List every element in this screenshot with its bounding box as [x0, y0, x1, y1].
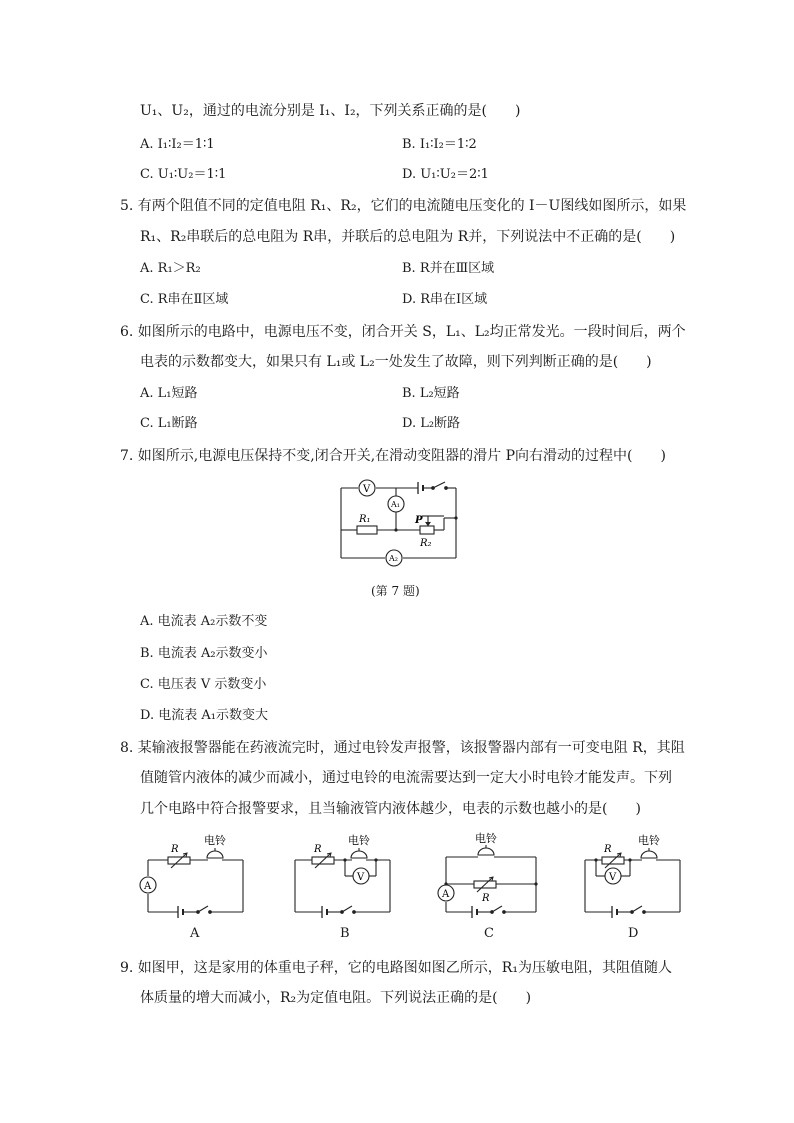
q5-option-b[interactable]: B. R并在Ⅲ区域 [402, 261, 495, 276]
q5-option-d[interactable]: D. R串在Ⅰ区域 [402, 292, 488, 307]
q8-a-bell-label: 电铃 [204, 834, 226, 847]
q7-ammeter-a1-label: A₁ [391, 500, 400, 509]
q7-slider-p-label: P [415, 515, 423, 526]
q7-ammeter-a2-label: A₂ [389, 554, 398, 563]
q7-circuit-diagram [336, 474, 466, 570]
q7-r2-label: R₂ [420, 538, 432, 549]
q6-option-a[interactable]: A. L₁短路 [140, 386, 198, 401]
q4-option-b[interactable]: B. I₁∶I₂＝1∶2 [402, 137, 477, 152]
q8-figure-letter-c[interactable]: C [484, 926, 494, 941]
q8-circuit-b [290, 830, 402, 920]
q6-option-d[interactable]: D. L₂断路 [402, 416, 461, 431]
q5-stem-line1: 5. 有两个阻值不同的定值电阻 R₁、R₂，它们的电流随电压变化的 I－U图线如图所示，如果 [120, 198, 687, 214]
q8-circuit-d [580, 830, 692, 920]
q6-stem-line2: 电表的示数都变大，如果只有 L₁或 L₂一处发生了故障，则下列判断正确的是( ) [140, 354, 652, 370]
q7-option-b[interactable]: B. 电流表 A₂示数变小 [140, 646, 268, 661]
q5-stem-line2: R₁、R₂串联后的总电阻为 R串，并联后的总电阻为 R并，下列说法中不正确的是( ) [140, 229, 676, 245]
q6-option-b[interactable]: B. L₂短路 [402, 386, 460, 401]
q8-b-meter-label: V [357, 872, 365, 883]
q7-option-d[interactable]: D. 电流表 A₁示数变大 [140, 708, 268, 723]
q8-d-bell-label: 电铃 [638, 834, 660, 847]
q4-stem: U₁、U₂，通过的电流分别是 I₁、I₂，下列关系正确的是( ) [140, 103, 521, 119]
q6-stem-line1: 6. 如图所示的电路中，电源电压不变，闭合开关 S，L₁、L₂均正常发光。一段时间后，两个 [120, 324, 686, 340]
q7-voltmeter-label: V [363, 484, 371, 495]
q8-stem-line3: 几个电路中符合报警要求，且当输液管内液体越少，电表的示数也越小的是( ) [140, 801, 641, 817]
q7-option-c[interactable]: C. 电压表 V 示数变小 [140, 677, 267, 692]
q8-d-meter-label: V [609, 872, 617, 883]
q8-stem-line1: 8. 某输液报警器能在药液流完时，通过电铃发声报警，该报警器内部有一可变电阻 R，其阻 [120, 740, 685, 756]
q4-option-d[interactable]: D. U₁∶U₂＝2∶1 [402, 167, 489, 182]
q4-option-c[interactable]: C. U₁∶U₂＝1∶1 [140, 167, 227, 182]
q8-a-meter-label: A [144, 881, 152, 892]
q7-r1-label: R₁ [359, 514, 371, 525]
q8-circuit-c [436, 828, 548, 920]
q8-figure-letter-d[interactable]: D [628, 926, 639, 941]
q8-circuit-a [138, 830, 250, 920]
q9-stem-line2: 体质量的增大而减小，R₂为定值电阻。下列说法正确的是( ) [140, 990, 532, 1006]
q7-stem: 7. 如图所示,电源电压保持不变,闭合开关,在滑动变阻器的滑片 P向右滑动的过程中( ) [120, 448, 666, 464]
q8-d-r-label: R [604, 844, 612, 855]
q8-a-r-label: R [171, 844, 179, 855]
q8-b-r-label: R [314, 844, 322, 855]
q8-figure-letter-a[interactable]: A [190, 926, 200, 941]
q8-c-meter-label: A [442, 889, 450, 900]
q8-c-r-label: R [482, 893, 490, 904]
q5-option-c[interactable]: C. R串在Ⅱ区域 [140, 292, 229, 307]
q8-stem-line2: 值随管内液体的减少而减小，通过电铃的电流需要达到一定大小时电铃才能发声。下列 [140, 770, 672, 786]
q8-b-bell-label: 电铃 [348, 834, 370, 847]
q8-figure-letter-b[interactable]: B [340, 926, 350, 941]
q4-option-a[interactable]: A. I₁∶I₂＝1∶1 [140, 137, 215, 152]
q6-option-c[interactable]: C. L₁断路 [140, 416, 198, 431]
q5-option-a[interactable]: A. R₁＞R₂ [140, 261, 201, 276]
q9-stem-line1: 9. 如图甲，这是家用的体重电子秤，它的电路图如图乙所示，R₁为压敏电阻，其阻值随人 [120, 960, 672, 976]
q7-figure-caption: (第 7 题) [371, 584, 420, 598]
q8-c-bell-label: 电铃 [475, 832, 497, 845]
q7-option-a[interactable]: A. 电流表 A₂示数不变 [140, 614, 268, 629]
